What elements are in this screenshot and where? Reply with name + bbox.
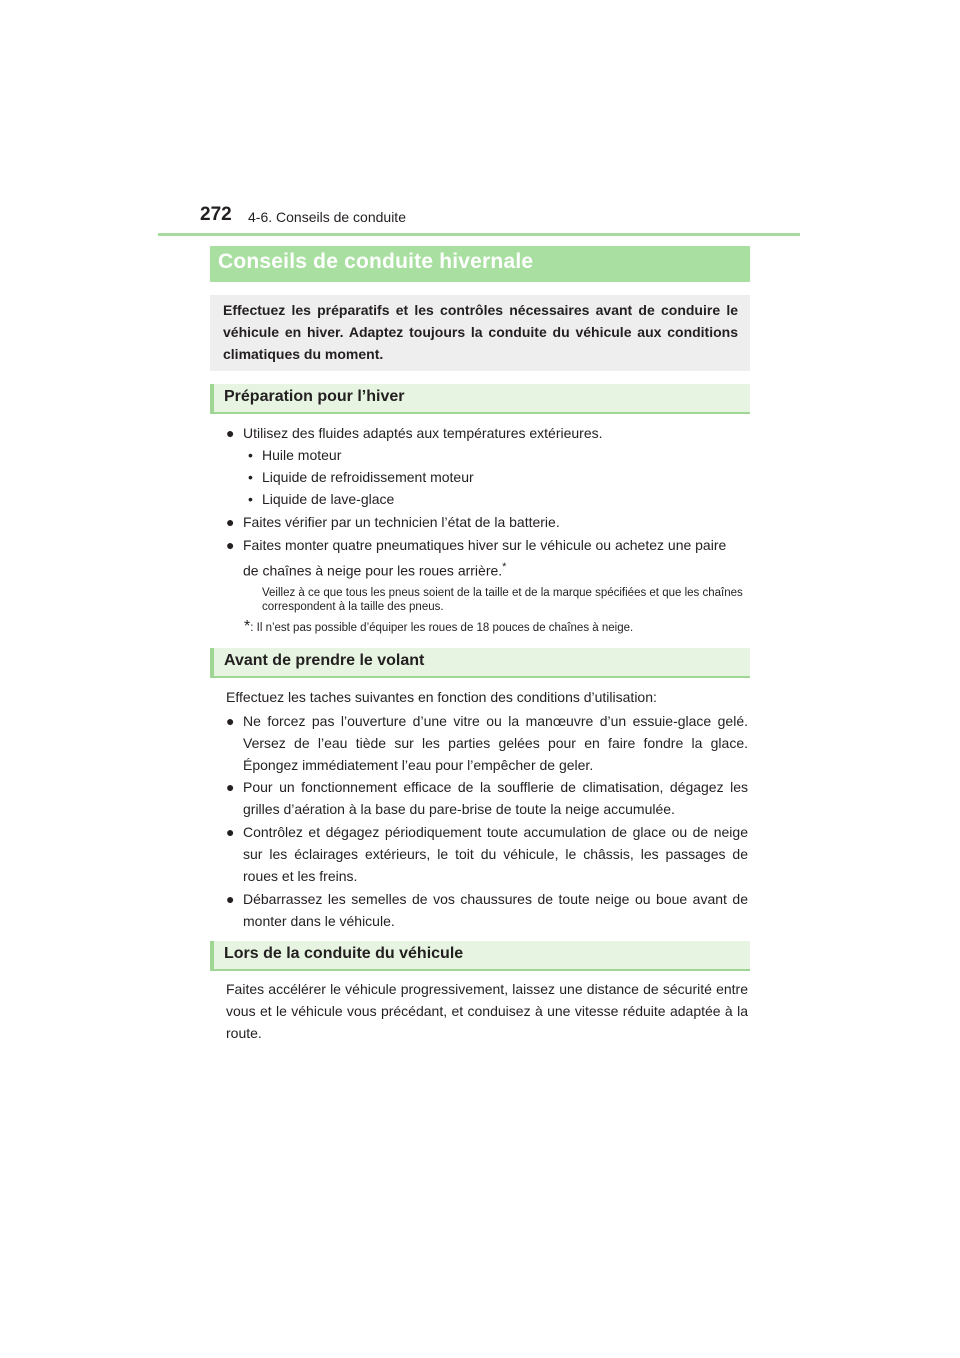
- footnote-marker: *: [502, 561, 507, 573]
- bullet-icon: ●: [226, 779, 235, 795]
- list-item: ● Faites monter quatre pneumatiques hiver sur le véhicule ou achetez une paire de chaînes à neige pour les roues arrière.*: [226, 534, 748, 582]
- sub-list-item: • Liquide de refroidissement moteur: [248, 469, 474, 485]
- section-reference: 4-6. Conseils de conduite: [248, 209, 406, 225]
- bullet-icon: ●: [226, 824, 235, 840]
- header-divider: [158, 233, 800, 236]
- bullet-icon: ●: [226, 891, 235, 907]
- bullet-icon: ●: [226, 713, 235, 729]
- page-title: Conseils de conduite hivernale: [210, 246, 750, 282]
- section-heading-while-driving: Lors de la conduite du véhicule: [210, 941, 750, 971]
- list-item: ● Ne forcez pas l’ouverture d’une vitre ou la manœuvre d’un essuie-glace gelé. Versez de l’eau tiède sur les parties gelées pour en faire fondre la glace. Épongez immédiatement l’eau pour l’empêcher de geler.: [226, 710, 748, 776]
- list-item: ● Débarrassez les semelles de vos chaussures de toute neige ou boue avant de monter dans le véhicule.: [226, 888, 748, 932]
- sub-list-item: • Huile moteur: [248, 447, 342, 463]
- section-heading-before-driving: Avant de prendre le volant: [210, 648, 750, 678]
- bullet-icon: ●: [226, 514, 235, 530]
- footnote: *: Il n’est pas possible d’équiper les roues de 18 pouces de chaînes à neige.: [244, 618, 634, 635]
- bullet-icon: ●: [226, 537, 235, 553]
- list-item: ● Faites vérifier par un technicien l’état de la batterie.: [226, 511, 748, 533]
- intro-box: Effectuez les préparatifs et les contrôles nécessaires avant de conduire le véhicule en hiver. Adaptez toujours la conduite du véhicule aux conditions climatiques du moment.: [210, 295, 750, 371]
- section-heading-winter-prep: Préparation pour l’hiver: [210, 384, 750, 414]
- bullet-icon: ●: [226, 425, 235, 441]
- section-lead: Effectuez les taches suivantes en fonction des conditions d’utilisation:: [226, 689, 657, 705]
- page-number: 272: [200, 204, 232, 225]
- sub-list-item: • Liquide de lave-glace: [248, 491, 395, 507]
- section-text: Faites accélérer le véhicule progressivement, laissez une distance de sécurité entre vous et le véhicule vous précédant, et conduisez à une vitesse réduite adaptée à la route.: [226, 981, 748, 1041]
- list-item: ● Pour un fonctionnement efficace de la soufflerie de climatisation, dégagez les grilles d’aération à la base du pare-brise de toute la neige accumulée.: [226, 776, 748, 820]
- list-item: ● Contrôlez et dégagez périodiquement toute accumulation de glace ou de neige sur les éclairages extérieurs, le toit du véhicule, le châssis, les passages de roues et les freins.: [226, 821, 748, 887]
- tire-note: Veillez à ce que tous les pneus soient de la taille et de la marque spécifiées et que les chaînes correspondent à la taille des pneus.: [262, 587, 743, 613]
- list-item: ● Utilisez des fluides adaptés aux températures extérieures.: [226, 422, 748, 444]
